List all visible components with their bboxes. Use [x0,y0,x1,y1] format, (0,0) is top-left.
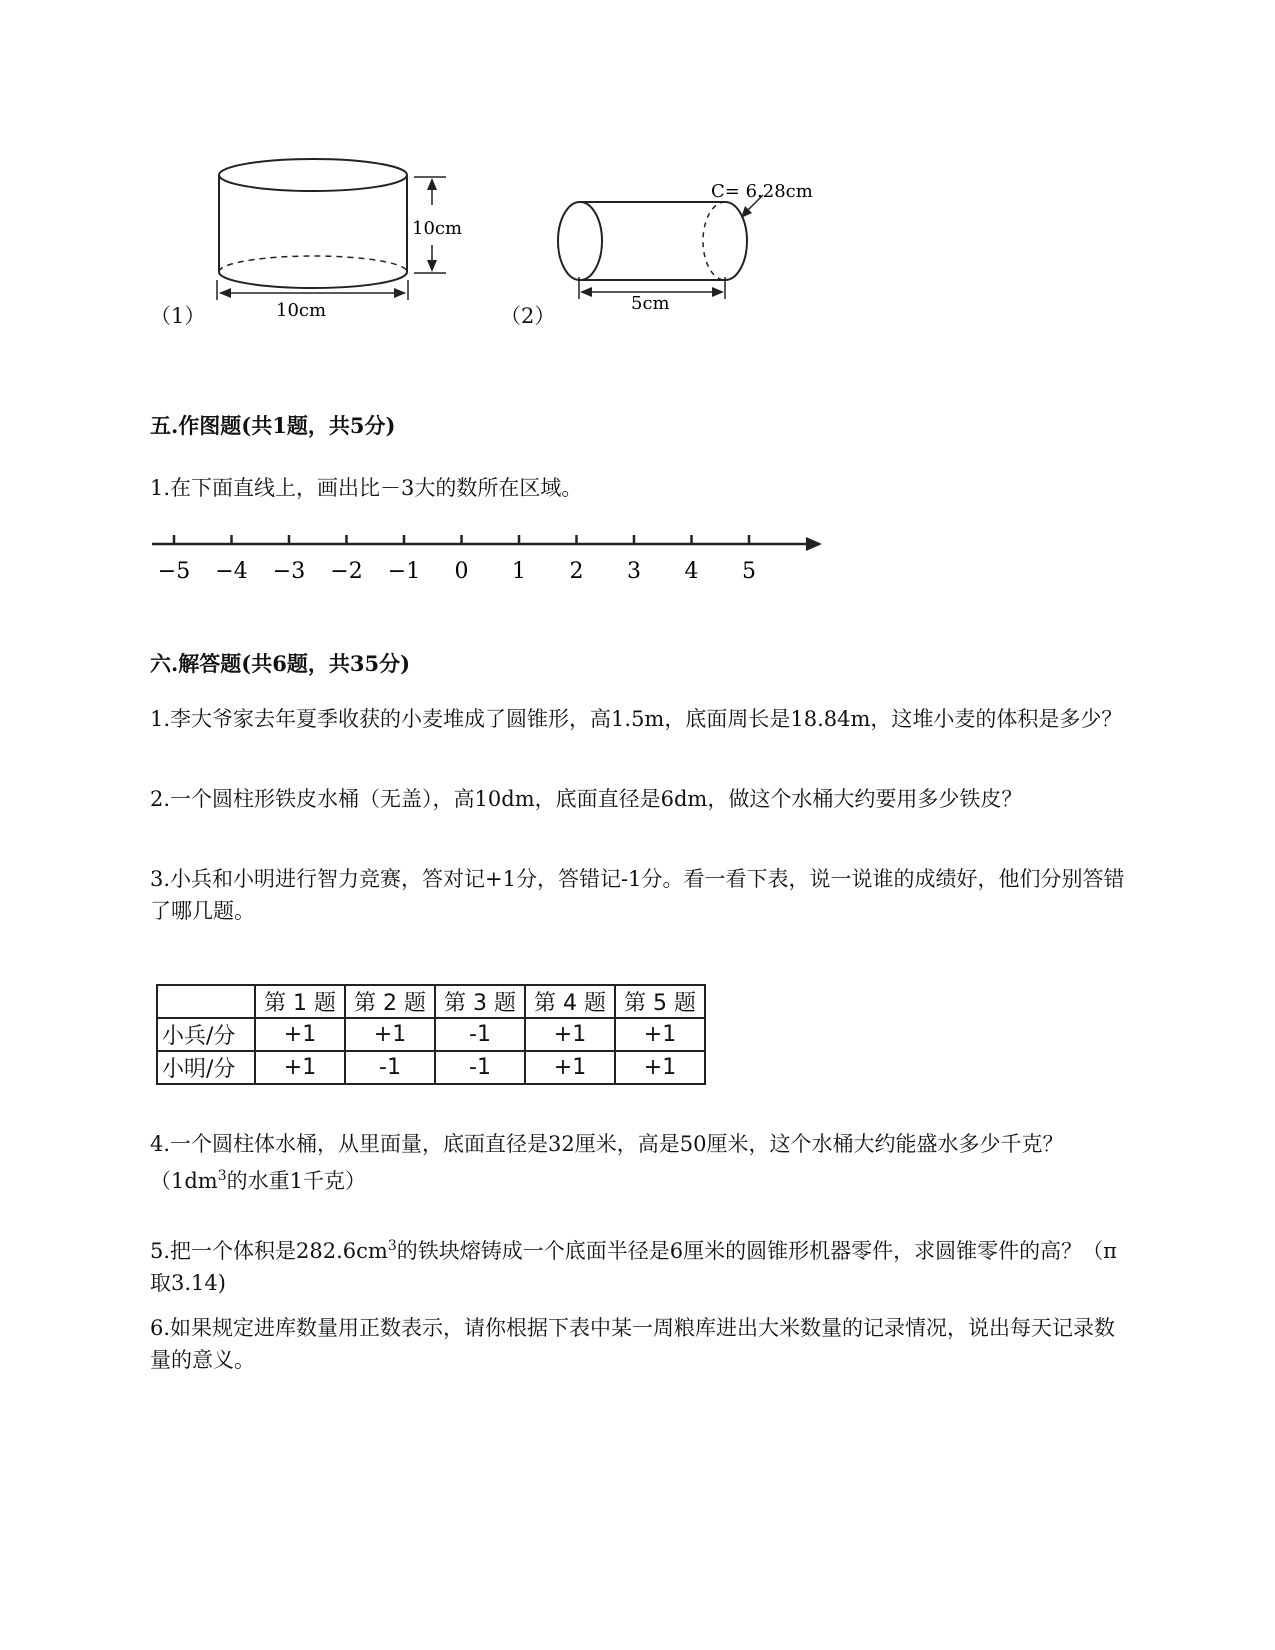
table-header-cell: 第 1 题 [255,985,345,1018]
fig2-circumference-label: C= 6.28cm [711,181,813,202]
score-table [156,984,706,1085]
table-header-cell: 第 2 题 [345,985,435,1018]
section-6-question-4 [150,1128,1130,1197]
table-cell: -1 [345,1051,435,1084]
section-6-question-5 [150,1230,1130,1299]
table-header-cell: 第 4 题 [525,985,615,1018]
table-cell: +1 [525,1018,615,1051]
fig1-height-label: 10cm [412,218,463,239]
number-line-label: 5 [742,559,756,584]
q5-text-1: 5.把一个体积是282.6cm [150,1239,388,1263]
table-cell: +1 [615,1018,705,1051]
number-line-label: 1 [512,559,526,584]
number-line-label: 3 [627,559,641,584]
table-cell: +1 [255,1051,345,1084]
q5-text-2: 的铁块熔铸成一个底面半径是6厘米的圆锥形机器零件，求圆锥零件的高？（π取3.14) [150,1239,1117,1295]
table-row [157,1018,705,1051]
number-line-label: 4 [684,559,699,584]
table-cell: -1 [435,1018,525,1051]
section-6-question-3: 3.小兵和小明进行智力竞赛，答对记+1分，答错记-1分。看一看下表，说一说谁的成绩好，他们分别答错了哪几题。 [150,867,1125,923]
figure-2-label: （2） [500,304,556,328]
section-6-question-6: 6.如果规定进库数量用正数表示，请你根据下表中某一周粮库进出大米数量的记录情况，说出每天记录数量的意义。 [150,1316,1116,1372]
section-5-question-1: 1.在下面直线上，画出比－3大的数所在区域。 [150,476,583,500]
section-6-title: 六.解答题(共6题，共35分) [150,651,411,676]
q4-superscript: 3 [217,1168,227,1184]
number-line-label: −2 [330,559,363,584]
number-line [150,525,850,585]
figure-1-label: （1） [150,304,206,328]
table-cell: +1 [255,1018,345,1051]
number-line-label: 2 [569,559,584,584]
table-cell: +1 [525,1051,615,1084]
q4-text-1: 4.一个圆柱体水桶，从里面量，底面直径是32厘米，高是50厘米，这个水桶大约能盛水多少千克？（1dm [150,1132,1064,1193]
table-header-cell: 第 3 题 [435,985,525,1018]
table-header-row [157,985,705,1018]
q4-text-2: 的水重1千克） [226,1169,367,1193]
q5-superscript: 3 [387,1238,397,1254]
fig2-length-label: 5cm [631,293,670,314]
section-6-question-1: 1.李大爷家去年夏季收获的小麦堆成了圆锥形，高1.5m，底面周长是18.84m，这堆小麦的体积是多少？ [150,707,1123,731]
number-line-label: 0 [454,559,469,584]
number-line-label: −1 [387,559,421,584]
table-row-name: 小兵/分 [157,1018,255,1051]
number-line-label: −5 [157,559,191,584]
number-line-label: −4 [215,559,248,584]
table-cell: -1 [435,1051,525,1084]
fig1-width-label: 10cm [276,300,327,321]
number-line-label: −3 [272,559,306,584]
table-cell: +1 [615,1051,705,1084]
cylinder-figure-1 [200,150,480,330]
cylinder-figure-2 [555,175,855,325]
table-corner-cell [157,985,255,1018]
section-5-title: 五.作图题(共1题，共5分) [150,413,396,438]
table-row [157,1051,705,1084]
table-row-name: 小明/分 [157,1051,255,1084]
section-6-question-2: 2.一个圆柱形铁皮水桶（无盖），高10dm，底面直径是6dm，做这个水桶大约要用多少铁皮？ [150,787,1023,811]
table-header-cell: 第 5 题 [615,985,705,1018]
table-cell: +1 [345,1018,435,1051]
